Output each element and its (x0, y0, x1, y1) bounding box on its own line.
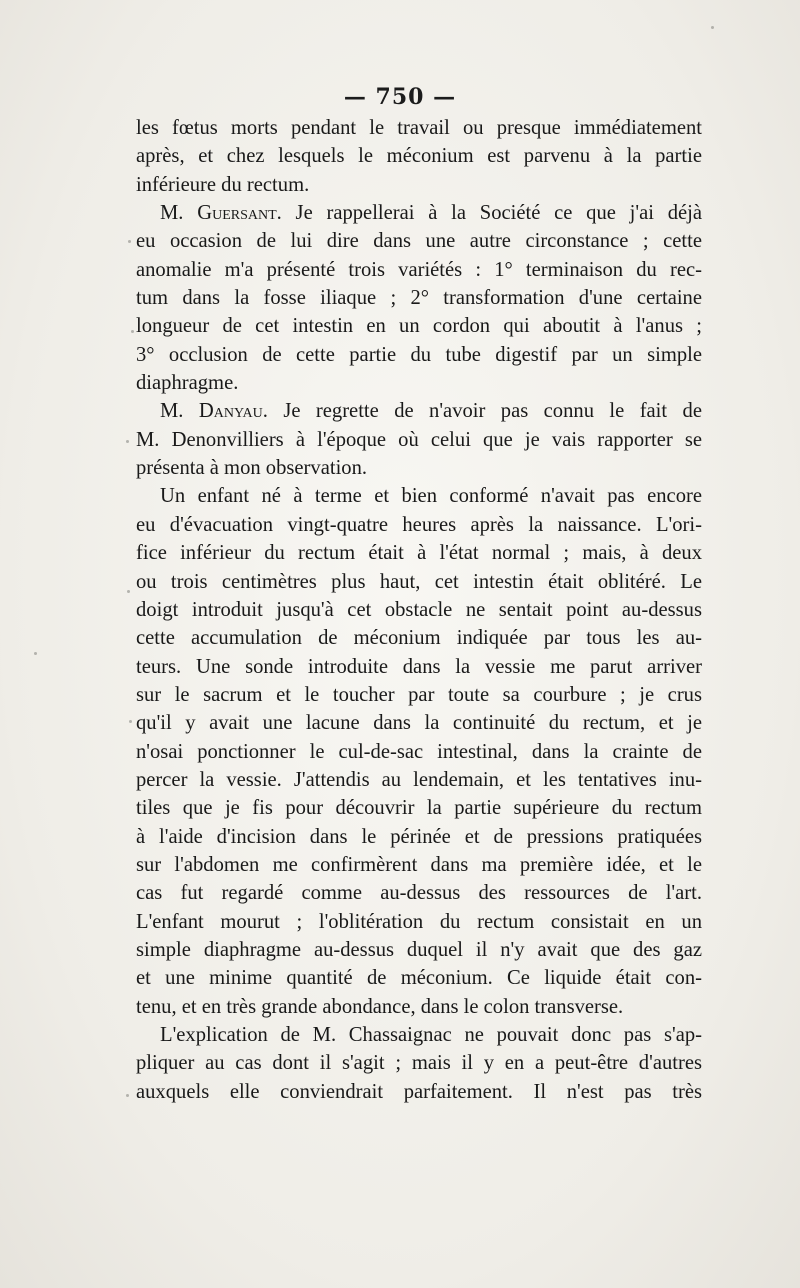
text-line: cette accumulation de méconium indiquée par tous les au- (136, 627, 702, 650)
text-line: tiles que je fis pour découvrir la partie supérieure du rectum (136, 797, 702, 820)
page-number: — 750 — (343, 84, 457, 110)
speaker-name: M. Danyau. (160, 400, 268, 423)
text-line: doigt introduit jusqu'à cet obstacle ne sentait point au-dessus (136, 598, 702, 621)
scan-speck (131, 330, 134, 333)
text-line (136, 397, 702, 425)
text-line: teurs. Une sonde introduite dans la vessie me parut arriver (136, 655, 702, 678)
paragraph (136, 397, 702, 482)
text-line: sur l'abdomen me confirmèrent dans ma première idée, et le (136, 853, 702, 876)
text-line: les fœtus morts pendant le travail ou presque immédiatement (136, 117, 702, 139)
text-line: longueur de cet intestin en un cordon qui aboutit à l'anus ; (136, 315, 702, 338)
text-line: après, et chez lesquels le méconium est parvenu à la partie (136, 145, 702, 168)
text-line: L'explication de M. Chassaignac ne pouvait donc pas s'ap- (160, 1024, 702, 1046)
text-line: ou trois centimètres plus haut, cet intestin était oblitéré. Le (136, 570, 702, 593)
text-run: Je regrette de n'avoir pas connu le fait de (267, 400, 702, 423)
text-line: anomalie m'a présenté trois variétés : 1° terminaison du rec- (136, 258, 702, 281)
page-body (136, 114, 702, 1106)
text-run: Je rappellerai à la Société ce que j'ai déjà (281, 202, 702, 225)
text-line: 3° occlusion de cette partie du tube digestif par un simple (136, 343, 702, 366)
paragraph (136, 114, 702, 199)
scan-speck (127, 590, 130, 593)
text-line: n'osai ponctionner le cul-de-sac intestinal, dans la crainte de (136, 740, 702, 763)
text-line: diaphragme. (136, 372, 239, 395)
text-line: tum dans la fosse iliaque ; 2° transformation d'une certaine (136, 287, 702, 310)
text-line: percer la vessie. J'attendis au lendemain, et les tentatives inu- (136, 768, 702, 791)
speaker-name: M. Guersant. (160, 202, 282, 225)
scan-speck (126, 1094, 129, 1097)
text-line: et une minime quantité de méconium. Ce liquide était con- (136, 967, 702, 990)
text-line: présenta à mon observation. (136, 457, 368, 480)
text-line: auxquels elle conviendrait parfaitement. Il n'est pas très (136, 1080, 702, 1103)
text-line: M. Denonvilliers à l'époque où celui que je vais rapporter se (136, 428, 702, 451)
text-line: eu occasion de lui dire dans une autre circonstance ; cette (136, 230, 702, 253)
text-line: inférieure du rectum. (136, 173, 310, 196)
text-line: tenu, et en très grande abondance, dans le colon transverse. (136, 995, 624, 1018)
paragraph (136, 1021, 702, 1106)
text-line: L'enfant mourut ; l'oblitération du rectum consistait en un (136, 910, 702, 933)
scan-speck (129, 720, 132, 723)
text-line: à l'aide d'incision dans le périnée et de pressions pratiquées (136, 825, 702, 848)
text-line (136, 199, 702, 227)
scan-speck (711, 26, 714, 29)
text-line: simple diaphragme au-dessus duquel il n'y avait que des gaz (136, 938, 702, 961)
scan-speck (126, 440, 129, 443)
scan-speck (128, 240, 131, 243)
text-line: fice inférieur du rectum était à l'état normal ; mais, à deux (136, 542, 702, 565)
scan-speck (34, 652, 37, 655)
paragraph (136, 482, 702, 1021)
text-line: cas fut regardé comme au-dessus des ressources de l'art. (136, 882, 702, 905)
text-line: eu d'évacuation vingt-quatre heures après la naissance. L'ori- (136, 513, 702, 536)
text-line: qu'il y avait une lacune dans la continuité du rectum, et je (136, 712, 702, 735)
text-line: Un enfant né à terme et bien conformé n'avait pas encore (160, 485, 702, 508)
text-line: pliquer au cas dont il s'agit ; mais il y en a peut-être d'autres (136, 1052, 702, 1075)
text-line: sur le sacrum et le toucher par toute sa courbure ; je crus (136, 683, 702, 706)
paragraph (136, 199, 702, 397)
